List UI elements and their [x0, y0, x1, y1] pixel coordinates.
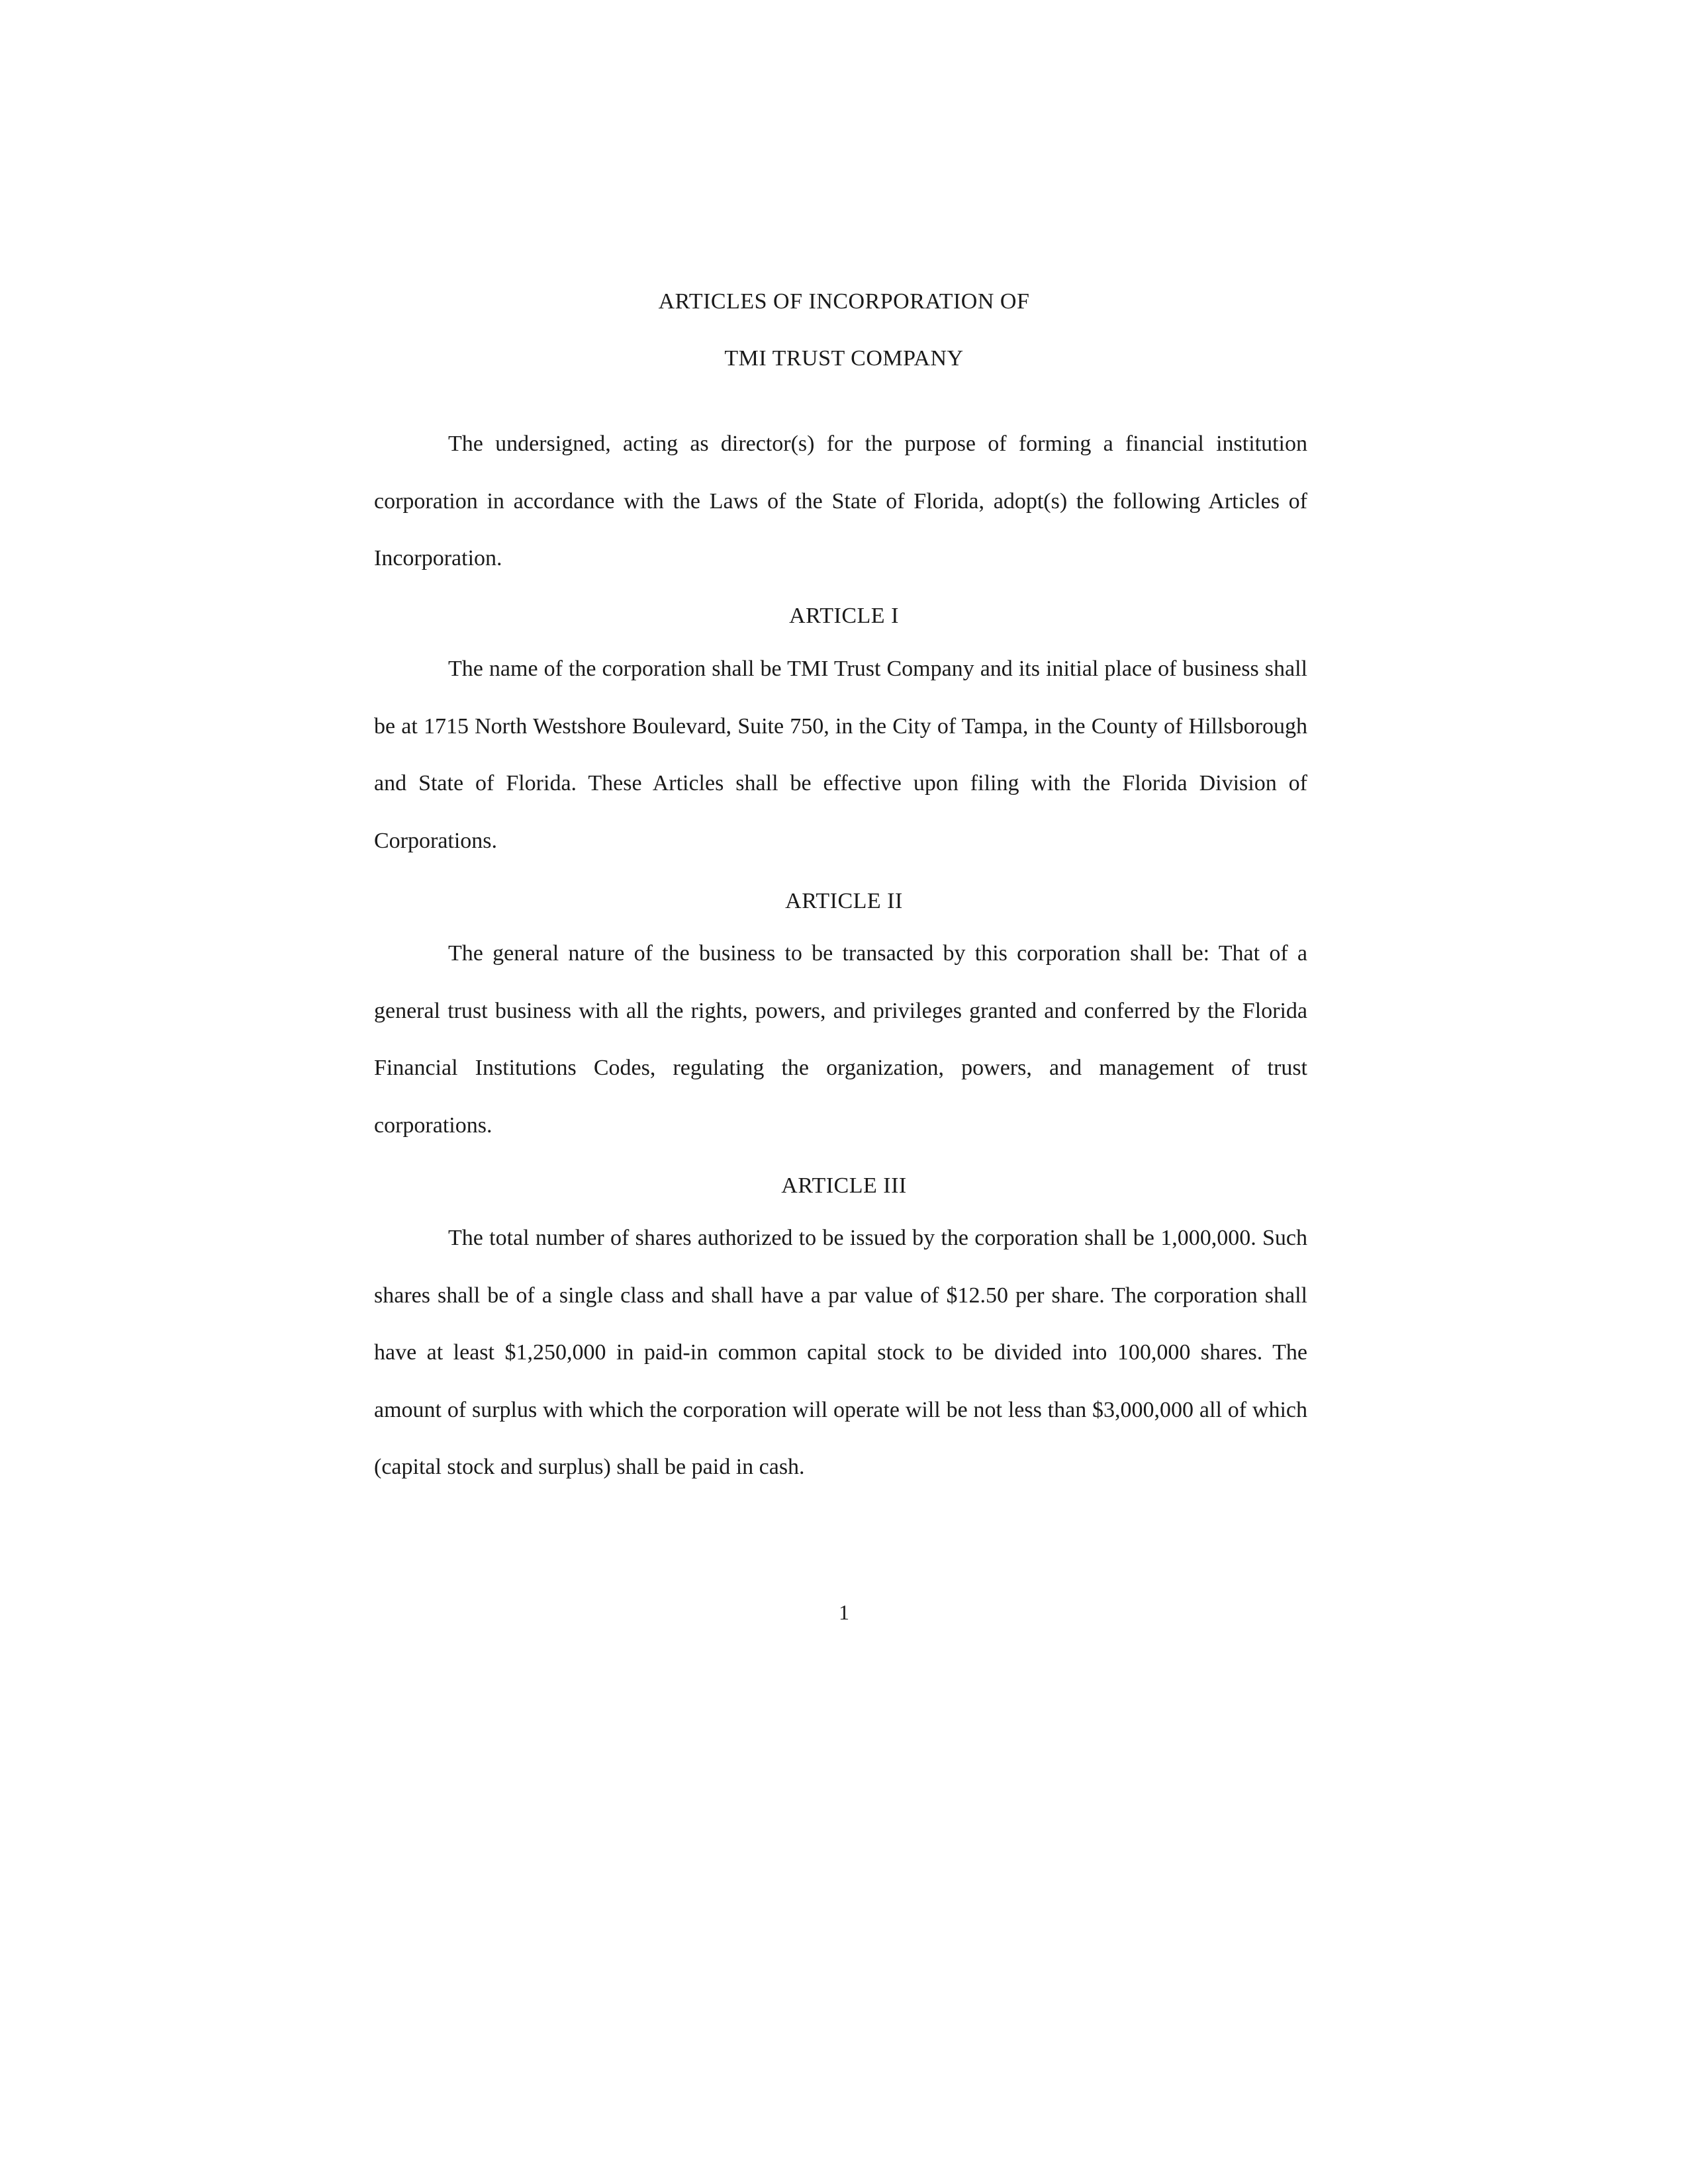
- article-3-text: The total number of shares authorized to be issued by the corporation shall be 1,000,000. Such shares shall be of a single class and shall have a par value of $12.50 per share. The corporation shall have at least $1,250,000 in paid-in common capital stock to be divided into 100,000 shares. The amount of surplus with which the corporation will operate will be not less than $3,000,000 all of which (capital stock and surplus) shall be paid in cash.: [374, 1226, 1307, 1479]
- page-number: 1: [839, 1600, 849, 1624]
- article-1-text: The name of the corporation shall be TMI Trust Company and its initial place of business shall be at 1715 North Westshore Boulevard, Suite 750, in the City of Tampa, in the County of Hillsborough and State of Florida. These Articles shall be effective upon filing with the Florida Division of Corporations.: [374, 657, 1307, 853]
- intro-paragraph: The undersigned, acting as director(s) for the purpose of forming a financial institution corporation in accordance with the Laws of the State of Florida, adopt(s) the following Articles of Incorporation.: [374, 432, 1307, 570]
- article-2-heading: ARTICLE II: [785, 889, 903, 913]
- company-name: TMI TRUST COMPANY: [724, 346, 964, 371]
- document-title: ARTICLES OF INCORPORATION OF: [658, 289, 1030, 314]
- article-3-heading: ARTICLE III: [781, 1173, 907, 1198]
- article-2-text: The general nature of the business to be transacted by this corporation shall be: That of a general trust business with all the rights, powers, and privileges granted and conferred by the Florida Financial Institutions Codes, regulating the organization, powers, and management of trust corporations.: [374, 941, 1307, 1138]
- article-1-heading: ARTICLE I: [789, 604, 899, 628]
